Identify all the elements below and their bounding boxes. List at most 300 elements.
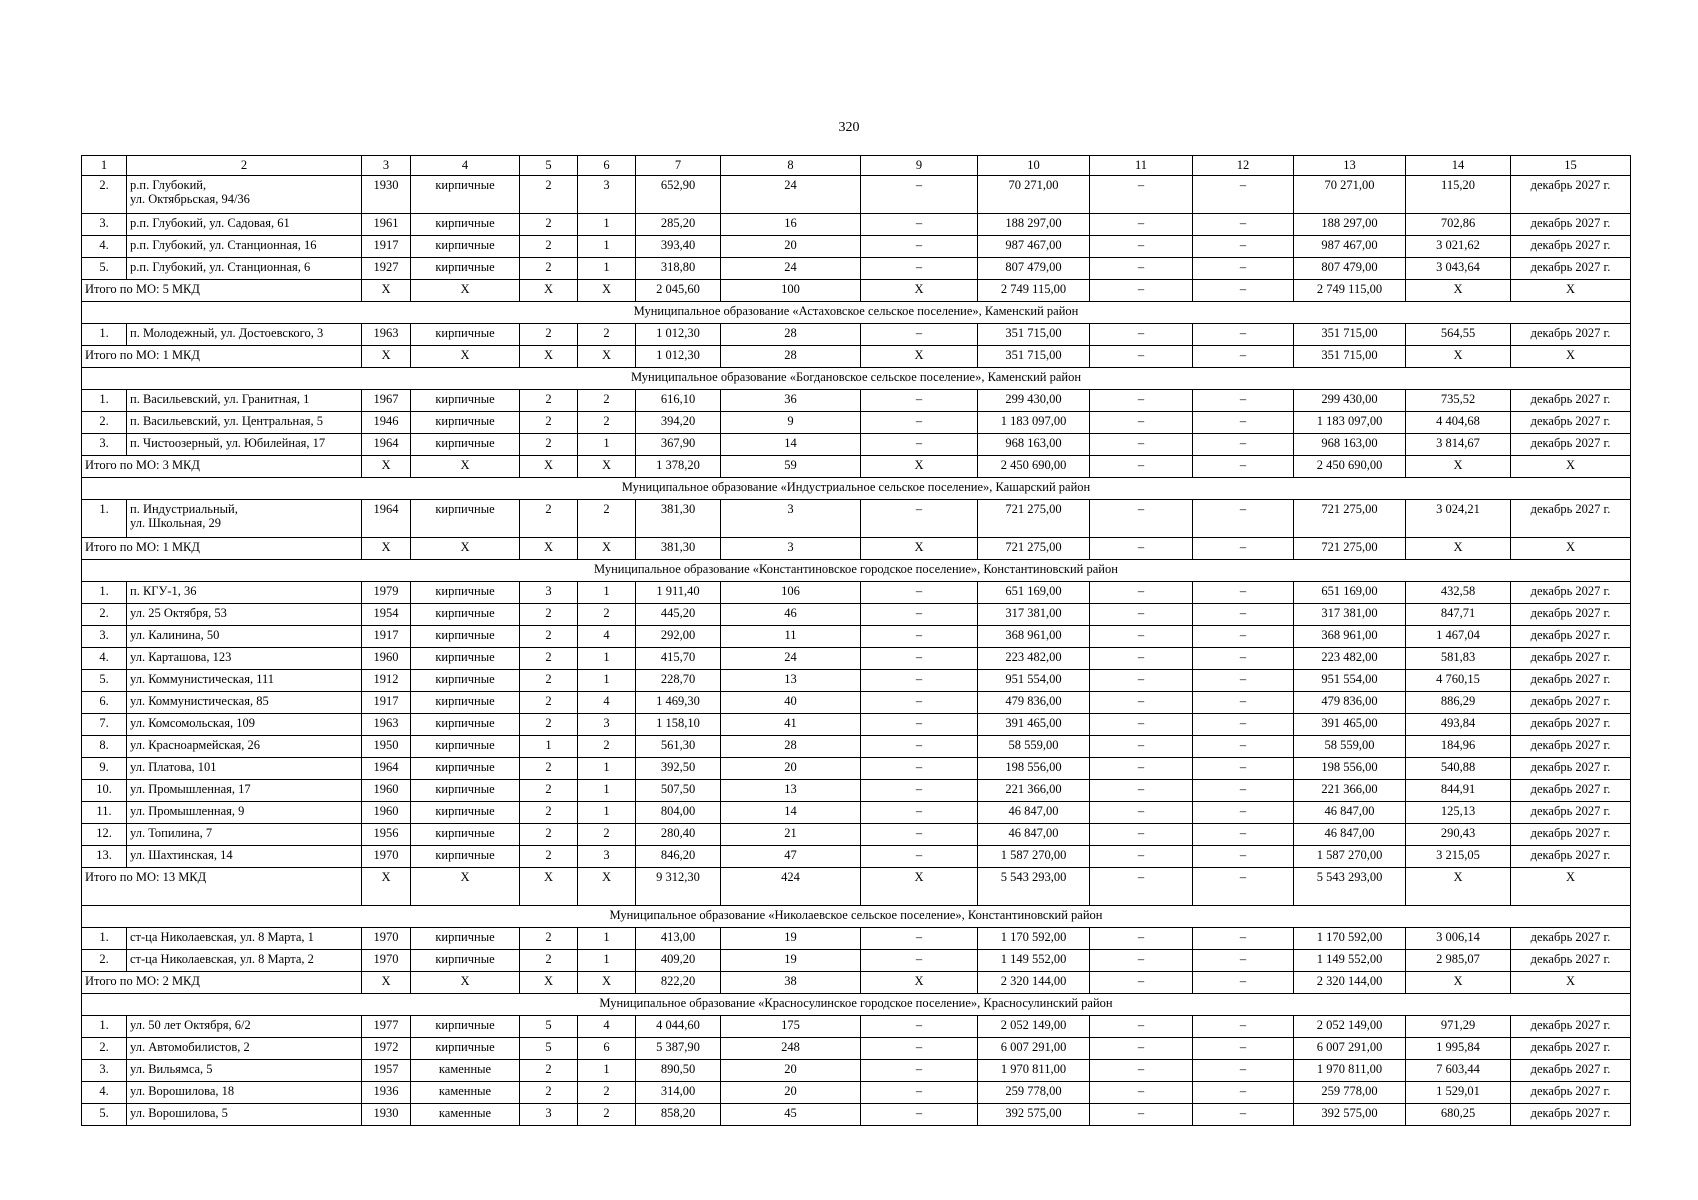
table-cell: 2 450 690,00 <box>978 456 1090 478</box>
table-cell: – <box>1193 1038 1294 1060</box>
table-cell: 1946 <box>362 412 411 434</box>
table-cell: 11 <box>721 626 861 648</box>
table-cell: кирпичные <box>411 670 520 692</box>
table-cell: 2. <box>82 1038 127 1060</box>
table-cell: – <box>1193 626 1294 648</box>
table-cell: 2 <box>520 648 578 670</box>
table-cell: 2 <box>578 324 636 346</box>
column-number-row <box>82 156 1631 176</box>
table-cell: X <box>578 972 636 994</box>
address-cell: ст-ца Николаевская, ул. 8 Марта, 1 <box>127 928 362 950</box>
table-cell: кирпичные <box>411 714 520 736</box>
table-cell: 3. <box>82 214 127 236</box>
table-cell: X <box>1406 868 1511 906</box>
table-cell: 368 961,00 <box>978 626 1090 648</box>
table-cell: 479 836,00 <box>1294 692 1406 714</box>
table-cell: – <box>1193 648 1294 670</box>
table-row <box>82 824 1631 846</box>
table-cell: X <box>520 346 578 368</box>
table-cell: 804,00 <box>636 802 721 824</box>
table-cell: 368 961,00 <box>1294 626 1406 648</box>
table-cell: 2 450 690,00 <box>1294 456 1406 478</box>
table-cell: – <box>861 324 978 346</box>
table-cell: – <box>1193 258 1294 280</box>
table-cell: 2 <box>520 258 578 280</box>
table-cell: – <box>861 1038 978 1060</box>
table-cell: 1977 <box>362 1016 411 1038</box>
table-cell: 14 <box>721 802 861 824</box>
table-cell: кирпичные <box>411 324 520 346</box>
municipality-heading: Муниципальное образование «Индустриальное сельское поселение», Кашарский район <box>82 478 1631 500</box>
table-cell: 2. <box>82 176 127 214</box>
table-cell: 2 <box>520 802 578 824</box>
table-cell: 479 836,00 <box>978 692 1090 714</box>
table-cell: 858,20 <box>636 1104 721 1126</box>
table-cell: 721 275,00 <box>1294 538 1406 560</box>
table-cell: 5 387,90 <box>636 1038 721 1060</box>
table-cell: 1930 <box>362 176 411 214</box>
column-number-cell: 13 <box>1294 156 1406 176</box>
table-cell: – <box>861 258 978 280</box>
table-cell: X <box>1406 538 1511 560</box>
table-cell: 259 778,00 <box>978 1082 1090 1104</box>
table-cell: – <box>1090 346 1193 368</box>
table-cell: декабрь 2027 г. <box>1511 928 1631 950</box>
table-row <box>82 714 1631 736</box>
column-number-cell: 11 <box>1090 156 1193 176</box>
table-cell: X <box>861 972 978 994</box>
table-cell: X <box>1511 868 1631 906</box>
table-cell: – <box>1090 390 1193 412</box>
address-cell: п. Молодежный, ул. Достоевского, 3 <box>127 324 362 346</box>
table-cell: 2 985,07 <box>1406 950 1511 972</box>
table-cell: – <box>1193 390 1294 412</box>
table-row <box>82 670 1631 692</box>
table-cell: – <box>861 928 978 950</box>
table-cell: 6 007 291,00 <box>978 1038 1090 1060</box>
table-cell: 299 430,00 <box>978 390 1090 412</box>
table-cell: 13 <box>721 780 861 802</box>
table-cell: – <box>1193 928 1294 950</box>
table-cell: 2 <box>520 780 578 802</box>
table-cell: – <box>1193 846 1294 868</box>
table-cell: X <box>578 346 636 368</box>
table-cell: декабрь 2027 г. <box>1511 176 1631 214</box>
table-cell: 1956 <box>362 824 411 846</box>
table-cell: X <box>411 868 520 906</box>
table-cell: 2 <box>578 824 636 846</box>
table-cell: X <box>520 456 578 478</box>
table-cell: 40 <box>721 692 861 714</box>
table-cell: 721 275,00 <box>978 538 1090 560</box>
table-cell: 47 <box>721 846 861 868</box>
table-cell: X <box>1511 280 1631 302</box>
table-cell: 11. <box>82 802 127 824</box>
table-cell: – <box>1090 928 1193 950</box>
table-cell: 1 995,84 <box>1406 1038 1511 1060</box>
table-cell: 70 271,00 <box>1294 176 1406 214</box>
municipality-heading: Муниципальное образование «Астаховское сельское поселение», Каменский район <box>82 302 1631 324</box>
table-cell: кирпичные <box>411 780 520 802</box>
table-cell: – <box>1090 1082 1193 1104</box>
table-cell: – <box>1193 538 1294 560</box>
subtotal-row <box>82 972 1631 994</box>
table-cell: – <box>1193 692 1294 714</box>
table-cell: 1 587 270,00 <box>1294 846 1406 868</box>
table-cell: X <box>578 868 636 906</box>
table-cell: 4. <box>82 236 127 258</box>
address-cell: р.п. Глубокий, ул. Садовая, 61 <box>127 214 362 236</box>
table-cell: 807 479,00 <box>1294 258 1406 280</box>
table-cell: 393,40 <box>636 236 721 258</box>
table-cell: 2 <box>578 604 636 626</box>
table-cell: 24 <box>721 648 861 670</box>
table-row <box>82 736 1631 758</box>
table-cell: 5. <box>82 670 127 692</box>
table-cell: каменные <box>411 1104 520 1126</box>
table-cell: 223 482,00 <box>978 648 1090 670</box>
table-cell: 1. <box>82 582 127 604</box>
table-cell: – <box>1090 456 1193 478</box>
table-cell: 299 430,00 <box>1294 390 1406 412</box>
table-row <box>82 1038 1631 1060</box>
address-cell: п. КГУ-1, 36 <box>127 582 362 604</box>
table-cell: 100 <box>721 280 861 302</box>
subtotal-label: Итого по МО: 5 МКД <box>82 280 362 302</box>
table-cell: декабрь 2027 г. <box>1511 500 1631 538</box>
table-cell: кирпичные <box>411 736 520 758</box>
table-cell: 415,70 <box>636 648 721 670</box>
table-cell: X <box>520 868 578 906</box>
table-cell: 1979 <box>362 582 411 604</box>
table-cell: 41 <box>721 714 861 736</box>
address-cell: ул. Коммунистическая, 111 <box>127 670 362 692</box>
table-cell: 1964 <box>362 434 411 456</box>
table-cell: 2 320 144,00 <box>978 972 1090 994</box>
table-row <box>82 176 1631 214</box>
table-cell: 807 479,00 <box>978 258 1090 280</box>
table-cell: 507,50 <box>636 780 721 802</box>
table-cell: – <box>861 648 978 670</box>
table-cell: декабрь 2027 г. <box>1511 1060 1631 1082</box>
table-cell: 1 <box>578 236 636 258</box>
address-cell: ул. Комсомольская, 109 <box>127 714 362 736</box>
municipality-heading: Муниципальное образование «Богдановское сельское поселение», Каменский район <box>82 368 1631 390</box>
table-cell: – <box>861 950 978 972</box>
table-cell: 987 467,00 <box>1294 236 1406 258</box>
table-cell: X <box>861 868 978 906</box>
table-cell: 1 <box>578 758 636 780</box>
table-cell: кирпичные <box>411 500 520 538</box>
table-cell: 24 <box>721 258 861 280</box>
table-cell: 3 021,62 <box>1406 236 1511 258</box>
table-cell: X <box>362 538 411 560</box>
table-cell: 3 <box>520 1104 578 1126</box>
table-cell: 3 814,67 <box>1406 434 1511 456</box>
subtotal-row <box>82 346 1631 368</box>
table-cell: 1 170 592,00 <box>1294 928 1406 950</box>
table-cell: 24 <box>721 176 861 214</box>
table-cell: – <box>1193 1060 1294 1082</box>
table-cell: 1. <box>82 390 127 412</box>
table-cell: 1 170 592,00 <box>978 928 1090 950</box>
table-cell: 394,20 <box>636 412 721 434</box>
table-cell: 12. <box>82 824 127 846</box>
table-cell: 3 006,14 <box>1406 928 1511 950</box>
table-cell: – <box>1090 500 1193 538</box>
address-cell: ст-ца Николаевская, ул. 8 Марта, 2 <box>127 950 362 972</box>
table-cell: декабрь 2027 г. <box>1511 692 1631 714</box>
address-cell: п. Чистоозерный, ул. Юбилейная, 17 <box>127 434 362 456</box>
table-cell: 2. <box>82 604 127 626</box>
table-cell: 2 <box>520 1082 578 1104</box>
table-cell: 1 149 552,00 <box>978 950 1090 972</box>
column-number-cell: 7 <box>636 156 721 176</box>
table-row <box>82 1082 1631 1104</box>
table-cell: 58 559,00 <box>1294 736 1406 758</box>
table-cell: – <box>1090 780 1193 802</box>
table-cell: X <box>861 456 978 478</box>
table-cell: 3 <box>520 582 578 604</box>
table-row <box>82 604 1631 626</box>
table-cell: – <box>861 236 978 258</box>
table-cell: 392 575,00 <box>1294 1104 1406 1126</box>
address-cell: ул. Платова, 101 <box>127 758 362 780</box>
column-number-cell: 12 <box>1193 156 1294 176</box>
table-cell: декабрь 2027 г. <box>1511 626 1631 648</box>
table-cell: 381,30 <box>636 500 721 538</box>
table-cell: 968 163,00 <box>978 434 1090 456</box>
table-cell: – <box>1193 802 1294 824</box>
table-cell: – <box>861 176 978 214</box>
table-cell: – <box>1090 714 1193 736</box>
table-cell: X <box>411 280 520 302</box>
table-cell: 13 <box>721 670 861 692</box>
table-cell: 1 529,01 <box>1406 1082 1511 1104</box>
table-cell: 115,20 <box>1406 176 1511 214</box>
table-cell: 1. <box>82 928 127 950</box>
table-cell: 70 271,00 <box>978 176 1090 214</box>
table-cell: 1964 <box>362 758 411 780</box>
table-cell: – <box>861 500 978 538</box>
table-cell: 28 <box>721 324 861 346</box>
table-cell: – <box>861 670 978 692</box>
table-cell: – <box>1193 780 1294 802</box>
table-cell: – <box>1193 214 1294 236</box>
table-cell: 1972 <box>362 1038 411 1060</box>
table-cell: кирпичные <box>411 626 520 648</box>
table-cell: декабрь 2027 г. <box>1511 1104 1631 1126</box>
table-cell: 351 715,00 <box>978 346 1090 368</box>
address-cell: ул. Топилина, 7 <box>127 824 362 846</box>
table-cell: 314,00 <box>636 1082 721 1104</box>
table-cell: 6 <box>578 1038 636 1060</box>
table-cell: 8. <box>82 736 127 758</box>
table-cell: – <box>861 846 978 868</box>
table-cell: 987 467,00 <box>978 236 1090 258</box>
table-row <box>82 1104 1631 1126</box>
table-cell: 58 559,00 <box>978 736 1090 758</box>
table-cell: кирпичные <box>411 1016 520 1038</box>
table-cell: – <box>1193 824 1294 846</box>
table-cell: 223 482,00 <box>1294 648 1406 670</box>
subtotal-row <box>82 280 1631 302</box>
table-cell: 1 <box>578 780 636 802</box>
table-cell: 3 215,05 <box>1406 846 1511 868</box>
address-cell: ул. Ворошилова, 18 <box>127 1082 362 1104</box>
column-number-cell: 9 <box>861 156 978 176</box>
table-cell: – <box>1090 582 1193 604</box>
table-cell: декабрь 2027 г. <box>1511 390 1631 412</box>
table-cell: X <box>362 456 411 478</box>
table-cell: 1950 <box>362 736 411 758</box>
table-cell: 4. <box>82 1082 127 1104</box>
table-row <box>82 950 1631 972</box>
table-cell: 248 <box>721 1038 861 1060</box>
table-cell: 3 <box>578 176 636 214</box>
column-number-cell: 10 <box>978 156 1090 176</box>
table-cell: X <box>362 280 411 302</box>
table-cell: 413,00 <box>636 928 721 950</box>
table-cell: – <box>1090 1038 1193 1060</box>
table-cell: 5 <box>520 1038 578 1060</box>
table-cell: 2 <box>520 1060 578 1082</box>
address-cell: ул. Калинина, 50 <box>127 626 362 648</box>
table-cell: 2. <box>82 950 127 972</box>
table-cell: 2 <box>578 390 636 412</box>
table-cell: – <box>1193 456 1294 478</box>
table-cell: – <box>1090 176 1193 214</box>
table-cell: 3 <box>721 500 861 538</box>
table-cell: 493,84 <box>1406 714 1511 736</box>
table-cell: 1. <box>82 500 127 538</box>
table-cell: 290,43 <box>1406 824 1511 846</box>
table-cell: X <box>861 346 978 368</box>
table-cell: X <box>1406 346 1511 368</box>
table-cell: 1 <box>578 434 636 456</box>
table-cell: 409,20 <box>636 950 721 972</box>
table-cell: 1963 <box>362 714 411 736</box>
address-cell: ул. 25 Октября, 53 <box>127 604 362 626</box>
table-cell: 198 556,00 <box>1294 758 1406 780</box>
address-cell: р.п. Глубокий, ул. Станционная, 6 <box>127 258 362 280</box>
table-cell: 2 320 144,00 <box>1294 972 1406 994</box>
table-cell: декабрь 2027 г. <box>1511 780 1631 802</box>
table-row <box>82 648 1631 670</box>
table-cell: 652,90 <box>636 176 721 214</box>
table-cell: 9. <box>82 758 127 780</box>
table-cell: 221 366,00 <box>1294 780 1406 802</box>
table-row <box>82 324 1631 346</box>
table-row <box>82 928 1631 950</box>
table-cell: 1 <box>578 648 636 670</box>
table-cell: 4 404,68 <box>1406 412 1511 434</box>
table-cell: 351 715,00 <box>1294 346 1406 368</box>
table-cell: – <box>1090 736 1193 758</box>
table-cell: X <box>1511 346 1631 368</box>
subtotal-label: Итого по МО: 1 МКД <box>82 538 362 560</box>
table-row <box>82 846 1631 868</box>
table-cell: кирпичные <box>411 214 520 236</box>
table-cell: декабрь 2027 г. <box>1511 758 1631 780</box>
table-cell: кирпичные <box>411 824 520 846</box>
table-cell: 188 297,00 <box>978 214 1090 236</box>
address-cell: п. Индустриальный, ул. Школьная, 29 <box>127 500 362 538</box>
table-cell: 1917 <box>362 236 411 258</box>
table-row <box>82 1060 1631 1082</box>
table-cell: – <box>1193 412 1294 434</box>
table-cell: декабрь 2027 г. <box>1511 434 1631 456</box>
table-cell: – <box>1193 346 1294 368</box>
table-cell: – <box>1090 648 1193 670</box>
table-cell: 651 169,00 <box>1294 582 1406 604</box>
table-row <box>82 692 1631 714</box>
table-cell: – <box>861 1060 978 1082</box>
table-cell: 46 <box>721 604 861 626</box>
table-cell: 721 275,00 <box>1294 500 1406 538</box>
table-cell: 318,80 <box>636 258 721 280</box>
table-cell: 292,00 <box>636 626 721 648</box>
column-number-cell: 5 <box>520 156 578 176</box>
table-cell: 432,58 <box>1406 582 1511 604</box>
table-cell: 280,40 <box>636 824 721 846</box>
table-cell: – <box>861 780 978 802</box>
table-cell: – <box>861 390 978 412</box>
table-cell: 1917 <box>362 626 411 648</box>
table-cell: 951 554,00 <box>1294 670 1406 692</box>
table-cell: 6 007 291,00 <box>1294 1038 1406 1060</box>
table-cell: 2 <box>578 1104 636 1126</box>
table-cell: 3 043,64 <box>1406 258 1511 280</box>
address-cell: ул. Автомобилистов, 2 <box>127 1038 362 1060</box>
table-cell: X <box>1406 972 1511 994</box>
table-cell: – <box>861 802 978 824</box>
municipality-heading-row <box>82 368 1631 390</box>
table-cell: X <box>1406 456 1511 478</box>
table-cell: 3. <box>82 626 127 648</box>
table-cell: 2 <box>520 824 578 846</box>
table-cell: 1927 <box>362 258 411 280</box>
table-cell: 1960 <box>362 802 411 824</box>
table-row <box>82 236 1631 258</box>
table-cell: 5. <box>82 1104 127 1126</box>
address-cell: п. Васильевский, ул. Центральная, 5 <box>127 412 362 434</box>
subtotal-row <box>82 538 1631 560</box>
column-number-cell: 14 <box>1406 156 1511 176</box>
table-cell: 2 052 149,00 <box>978 1016 1090 1038</box>
table-cell: 285,20 <box>636 214 721 236</box>
table-cell: декабрь 2027 г. <box>1511 648 1631 670</box>
table-cell: 4 760,15 <box>1406 670 1511 692</box>
table-row <box>82 214 1631 236</box>
table-cell: 367,90 <box>636 434 721 456</box>
subtotal-label: Итого по МО: 3 МКД <box>82 456 362 478</box>
table-cell: 424 <box>721 868 861 906</box>
table-cell: – <box>1090 758 1193 780</box>
column-number-cell: 3 <box>362 156 411 176</box>
table-cell: кирпичные <box>411 176 520 214</box>
table-cell: 1970 <box>362 846 411 868</box>
table-cell: 1930 <box>362 1104 411 1126</box>
table-cell: 2 <box>520 214 578 236</box>
table-cell: 7 603,44 <box>1406 1060 1511 1082</box>
table-cell: 2. <box>82 412 127 434</box>
table-cell: – <box>1193 1016 1294 1038</box>
table-cell: – <box>1090 868 1193 906</box>
table-cell: 3 <box>578 846 636 868</box>
table-cell: – <box>1090 802 1193 824</box>
table-cell: 391 465,00 <box>978 714 1090 736</box>
